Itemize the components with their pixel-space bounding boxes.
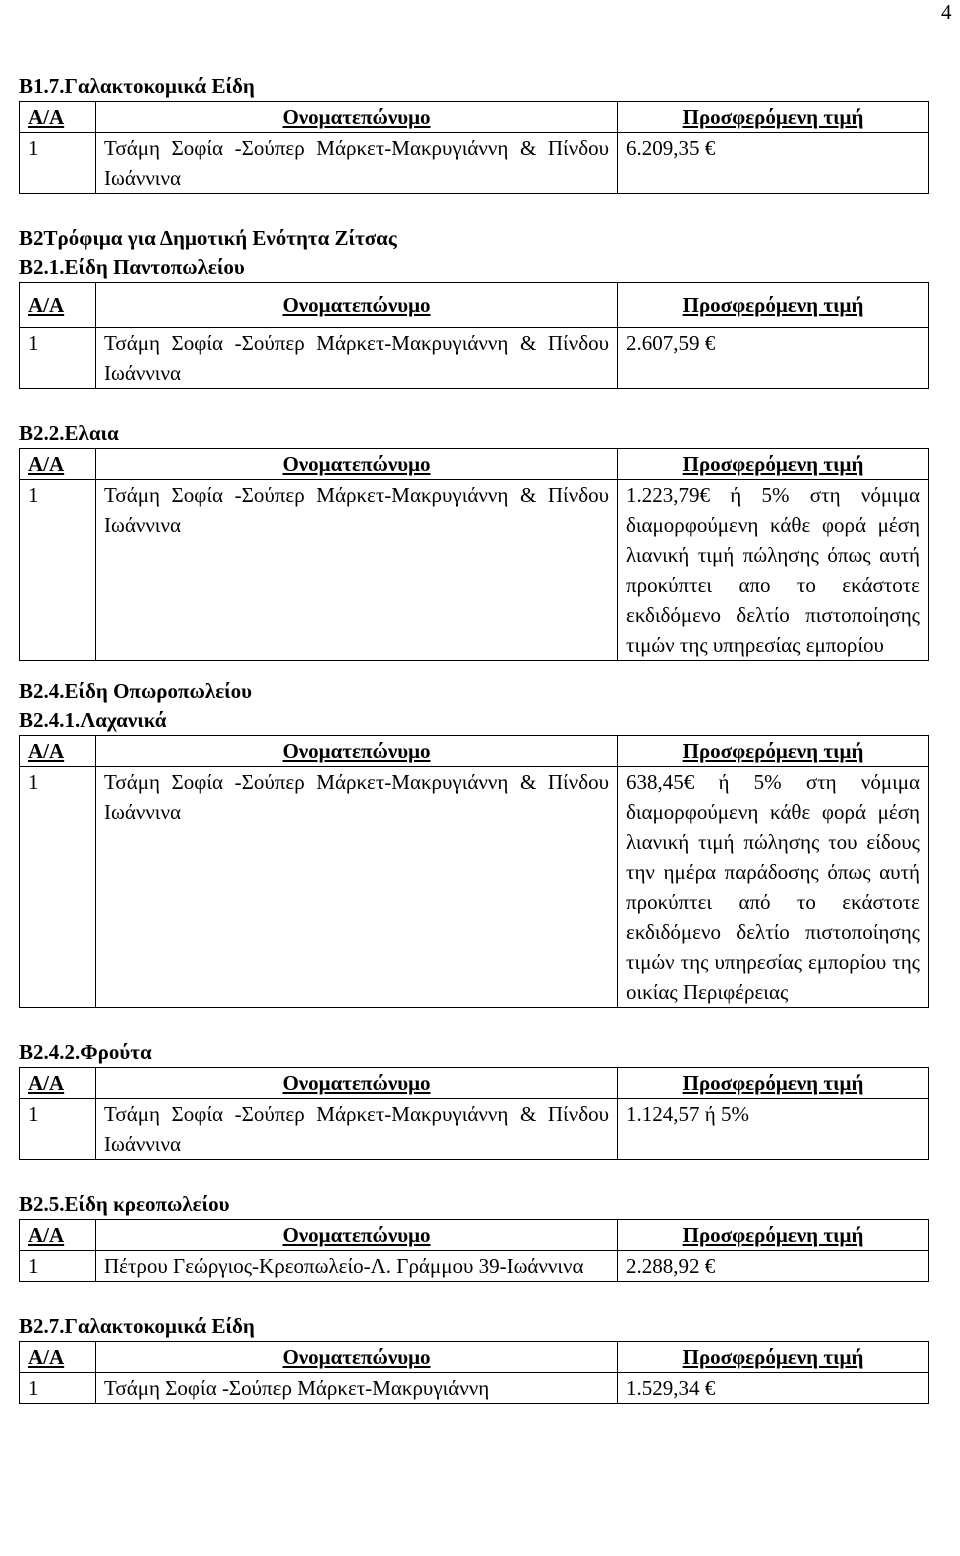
section-heading: Β2.5.Είδη κρεοπωλείου (19, 1192, 230, 1216)
row-aa: 1 (20, 1373, 96, 1404)
column-header-price: Προσφερόμενη τιμή (618, 1068, 929, 1099)
table-header-row (20, 102, 929, 133)
column-header-aa: Α/Α (20, 102, 96, 133)
offer-table (19, 282, 929, 389)
row-name: Τσάμη Σοφία -Σούπερ Μάρκετ-Μακρυγιάννη & Πίνδου Ιωάννινα (96, 1099, 618, 1160)
column-header-aa: Α/Α (20, 1220, 96, 1251)
table-row (20, 767, 929, 1008)
row-aa: 1 (20, 1099, 96, 1160)
row-aa: 1 (20, 133, 96, 194)
column-header-price: Προσφερόμενη τιμή (618, 449, 929, 480)
column-header-aa: Α/Α (20, 449, 96, 480)
table-header-row (20, 1342, 929, 1373)
row-aa: 1 (20, 480, 96, 661)
table-row (20, 328, 929, 389)
row-name: Πέτρου Γεώργιος-Κρεοπωλείο-Λ. Γράμμου 39-Ιωάννινα (96, 1251, 618, 1282)
section-pre-heading: Β2Τρόφιμα για Δημοτική Ενότητα Ζίτσας (19, 226, 397, 250)
offer-table (19, 448, 929, 661)
table-row (20, 1373, 929, 1404)
row-price: 2.607,59 € (618, 328, 929, 389)
section-heading: Β2.4.1.Λαχανικά (19, 708, 167, 732)
column-header-name: Ονοματεπώνυμο (96, 102, 618, 133)
row-price: 2.288,92 € (618, 1251, 929, 1282)
column-header-name: Ονοματεπώνυμο (96, 449, 618, 480)
column-header-aa: Α/Α (20, 1068, 96, 1099)
row-price: 1.124,57 ή 5% (618, 1099, 929, 1160)
table-header-row (20, 1220, 929, 1251)
column-header-price: Προσφερόμενη τιμή (618, 1220, 929, 1251)
row-name: Τσάμη Σοφία -Σούπερ Μάρκετ-Μακρυγιάννη & Πίνδου Ιωάννινα (96, 328, 618, 389)
offer-table (19, 1219, 929, 1282)
column-header-price: Προσφερόμενη τιμή (618, 283, 929, 328)
table-row (20, 133, 929, 194)
row-price: 6.209,35 € (618, 133, 929, 194)
row-name: Τσάμη Σοφία -Σούπερ Μάρκετ-Μακρυγιάννη & Πίνδου Ιωάννινα (96, 133, 618, 194)
row-aa: 1 (20, 1251, 96, 1282)
table-header-row (20, 283, 929, 328)
row-aa: 1 (20, 767, 96, 1008)
document-body (19, 72, 928, 1404)
column-header-aa: Α/Α (20, 283, 96, 328)
row-price: 638,45€ ή 5% στη νόμιμα διαμορφούμενη κάθε φορά μέση λιανική τιμή πώλησης του είδους την ημέρα παράδοσης όπως αυτή προκύπτει από το εκάστοτε εκδιδόμενο δελτίο πιστοποίησης τιμών της υπηρεσίας εμπορίου της οικίας Περιφέρειας (618, 767, 929, 1008)
table-header-row (20, 736, 929, 767)
row-price: 1.223,79€ ή 5% στη νόμιμα διαμορφούμενη κάθε φορά μέση λιανική τιμή πώλησης όπως αυτή προκύπτει απο το εκάστοτε εκδιδόμενο δελτίο πιστοποίησης τιμών της υπηρεσίας εμπορίου (618, 480, 929, 661)
table-row (20, 480, 929, 661)
column-header-name: Ονοματεπώνυμο (96, 283, 618, 328)
table-header-row (20, 449, 929, 480)
offer-table (19, 101, 929, 194)
page-number: 4 (941, 0, 952, 24)
column-header-name: Ονοματεπώνυμο (96, 736, 618, 767)
row-aa: 1 (20, 328, 96, 389)
column-header-name: Ονοματεπώνυμο (96, 1342, 618, 1373)
section-heading: Β1.7.Γαλακτοκομικά Είδη (19, 74, 255, 98)
section-heading: Β2.4.2.Φρούτα (19, 1040, 152, 1064)
section-heading: Β2.1.Είδη Παντοπωλείου (19, 255, 245, 279)
column-header-price: Προσφερόμενη τιμή (618, 736, 929, 767)
section-heading: Β2.7.Γαλακτοκομικά Είδη (19, 1314, 255, 1338)
offer-table (19, 1067, 929, 1160)
row-name: Τσάμη Σοφία -Σούπερ Μάρκετ-Μακρυγιάννη & Πίνδου Ιωάννινα (96, 480, 618, 661)
column-header-price: Προσφερόμενη τιμή (618, 1342, 929, 1373)
column-header-aa: Α/Α (20, 1342, 96, 1373)
section-pre-heading: Β2.4.Είδη Οπωροπωλείου (19, 679, 253, 703)
section-heading: Β2.2.Ελαια (19, 421, 119, 445)
row-name: Τσάμη Σοφία -Σούπερ Μάρκετ-Μακρυγιάννη & Πίνδου Ιωάννινα (96, 767, 618, 1008)
offer-table (19, 1341, 929, 1404)
column-header-price: Προσφερόμενη τιμή (618, 102, 929, 133)
row-price: 1.529,34 € (618, 1373, 929, 1404)
row-name: Τσάμη Σοφία -Σούπερ Μάρκετ-Μακρυγιάννη (96, 1373, 618, 1404)
table-header-row (20, 1068, 929, 1099)
table-row (20, 1099, 929, 1160)
column-header-aa: Α/Α (20, 736, 96, 767)
column-header-name: Ονοματεπώνυμο (96, 1220, 618, 1251)
offer-table (19, 735, 929, 1008)
table-row (20, 1251, 929, 1282)
column-header-name: Ονοματεπώνυμο (96, 1068, 618, 1099)
